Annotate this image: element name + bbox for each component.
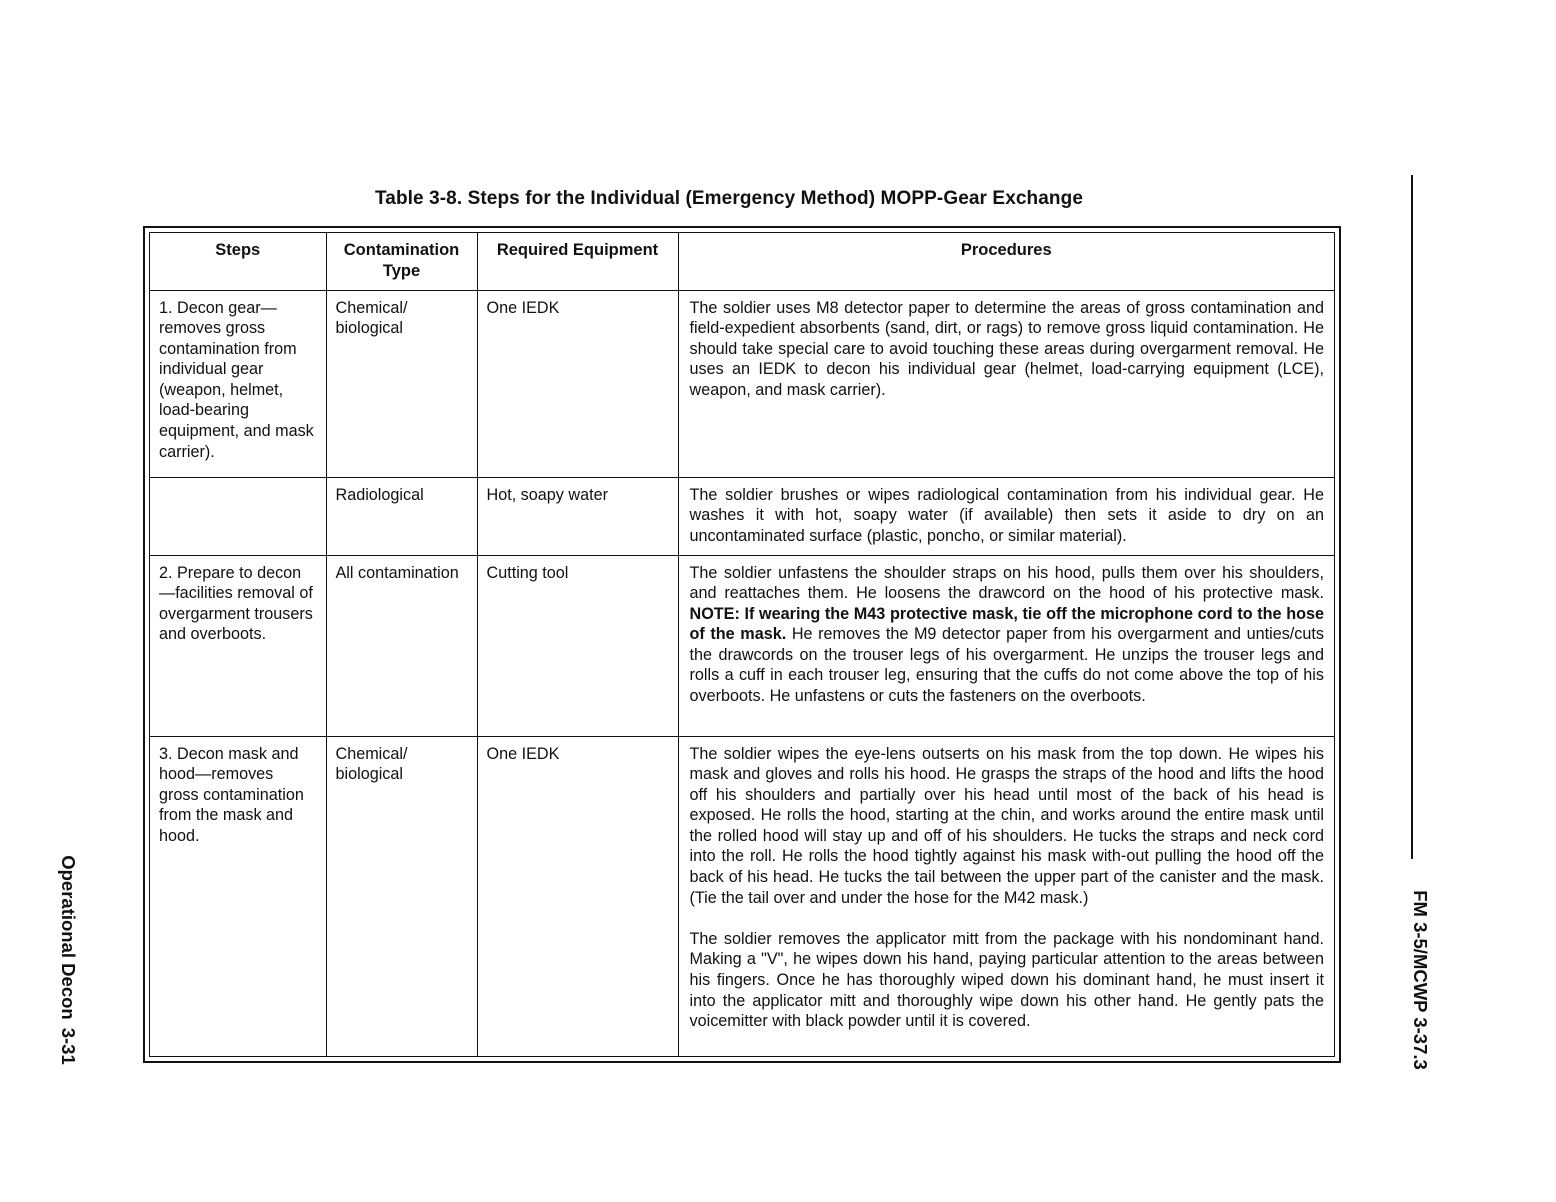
- step-cell: 1. Decon gear—removes gross contamination from individual gear (weapon, helmet, load-bearing equipment, and mask carrier).: [150, 290, 326, 477]
- equipment-cell: Hot, soapy water: [477, 477, 678, 555]
- header-steps: Steps: [150, 233, 326, 290]
- procedure-text: The soldier unfastens the shoulder straps on his hood, pulls them over his shoulders, and reattaches them. He loosens the drawcord on the hood of his protective mask.: [689, 563, 1324, 603]
- page-number: 3-31: [58, 1027, 79, 1065]
- right-margin-label: FM 3-5/MCWP 3-37.3: [1410, 890, 1431, 1070]
- equipment-cell: Cutting tool: [477, 555, 678, 736]
- table-row: [150, 477, 1334, 555]
- procedure-cell: [678, 555, 1334, 736]
- table-row: [150, 555, 1334, 736]
- header-procedures: Procedures: [678, 233, 1334, 290]
- table-inner-border: [149, 232, 1335, 1057]
- section-label: Operational Decon: [58, 855, 79, 1020]
- table-header-row: [150, 233, 1334, 290]
- procedure-text: He removes the M9 detector paper from his overgarment and unties/cuts the drawcords on the trouser legs of his overgarment. He unzips the trouser legs and rolls a cuff in each trouser leg, ensuring that the cuffs do not come above the top of his overboots. He unfastens or cuts the fasteners on the overboots.: [689, 625, 1324, 706]
- table-row: [150, 290, 1334, 477]
- procedure-table: [150, 233, 1334, 1056]
- contamination-cell: All contamination: [326, 555, 477, 736]
- table-title: Table 3-8. Steps for the Individual (Emergency Method) MOPP-Gear Exchange: [375, 188, 1083, 209]
- right-margin-rule: [1411, 175, 1413, 859]
- table-row: [150, 736, 1334, 1056]
- step-cell: [150, 477, 326, 555]
- procedure-cell: [678, 736, 1334, 1056]
- procedure-paragraph: The soldier wipes the eye-lens outserts on his mask from the top down. He wipes his mask and gloves and rolls his hood. He grasps the straps of the hood and lifts the hood off his shoulders and partially over his head until most of the back of his head is exposed. He rolls the hood, starting at the chin, and works around the entire mask until the rolled hood will stay up and off of his shoulders. He tucks the straps and neck cord into the roll. He rolls the hood tightly against his mask with-out pulling the hood off the back of his head. He tucks the tail between the upper part of the canister and the mask. (Tie the tail over and under the hose for the M42 mask.): [689, 744, 1324, 907]
- left-margin-label: [57, 855, 79, 1065]
- step-cell: 2. Prepare to decon—facilities removal of overgarment trousers and overboots.: [150, 555, 326, 736]
- contamination-cell: Chemical/ biological: [326, 290, 477, 477]
- equipment-cell: One IEDK: [477, 736, 678, 1056]
- procedure-cell: The soldier uses M8 detector paper to determine the areas of gross contamination and field-expedient absorbents (sand, dirt, or rags) to remove gross liquid contamination. He should take special care to avoid touching these areas during overgarment removal. He uses an IEDK to decon his individual gear (helmet, load-carrying equipment (LCE), weapon, and mask carrier).: [678, 290, 1334, 477]
- contamination-cell: Chemical/ biological: [326, 736, 477, 1056]
- header-contamination-type: Contamination Type: [326, 233, 477, 290]
- mopp-exchange-table: [143, 226, 1341, 1063]
- contamination-cell: Radiological: [326, 477, 477, 555]
- step-cell: 3. Decon mask and hood—removes gross contamination from the mask and hood.: [150, 736, 326, 1056]
- procedure-paragraph: The soldier removes the applicator mitt from the package with his nondominant hand. Making a "V", he wipes down his hand, paying particular attention to the areas between his fingers. Once he has thoroughly wiped down his dominant hand, he must insert it into the applicator mitt and thoroughly wipe down his other hand. He gently pats the voicemitter with black powder until it is covered.: [689, 929, 1324, 1031]
- header-required-equipment: Required Equipment: [477, 233, 678, 290]
- equipment-cell: One IEDK: [477, 290, 678, 477]
- procedure-cell: The soldier brushes or wipes radiological contamination from his individual gear. He washes it with hot, soapy water (if available) then sets it aside to dry on an uncontaminated surface (plastic, poncho, or similar material).: [678, 477, 1334, 555]
- procedure-note: NOTE: If wearing the M43 protective mask, tie off the microphone cord to the hose of the mask.: [689, 604, 1324, 644]
